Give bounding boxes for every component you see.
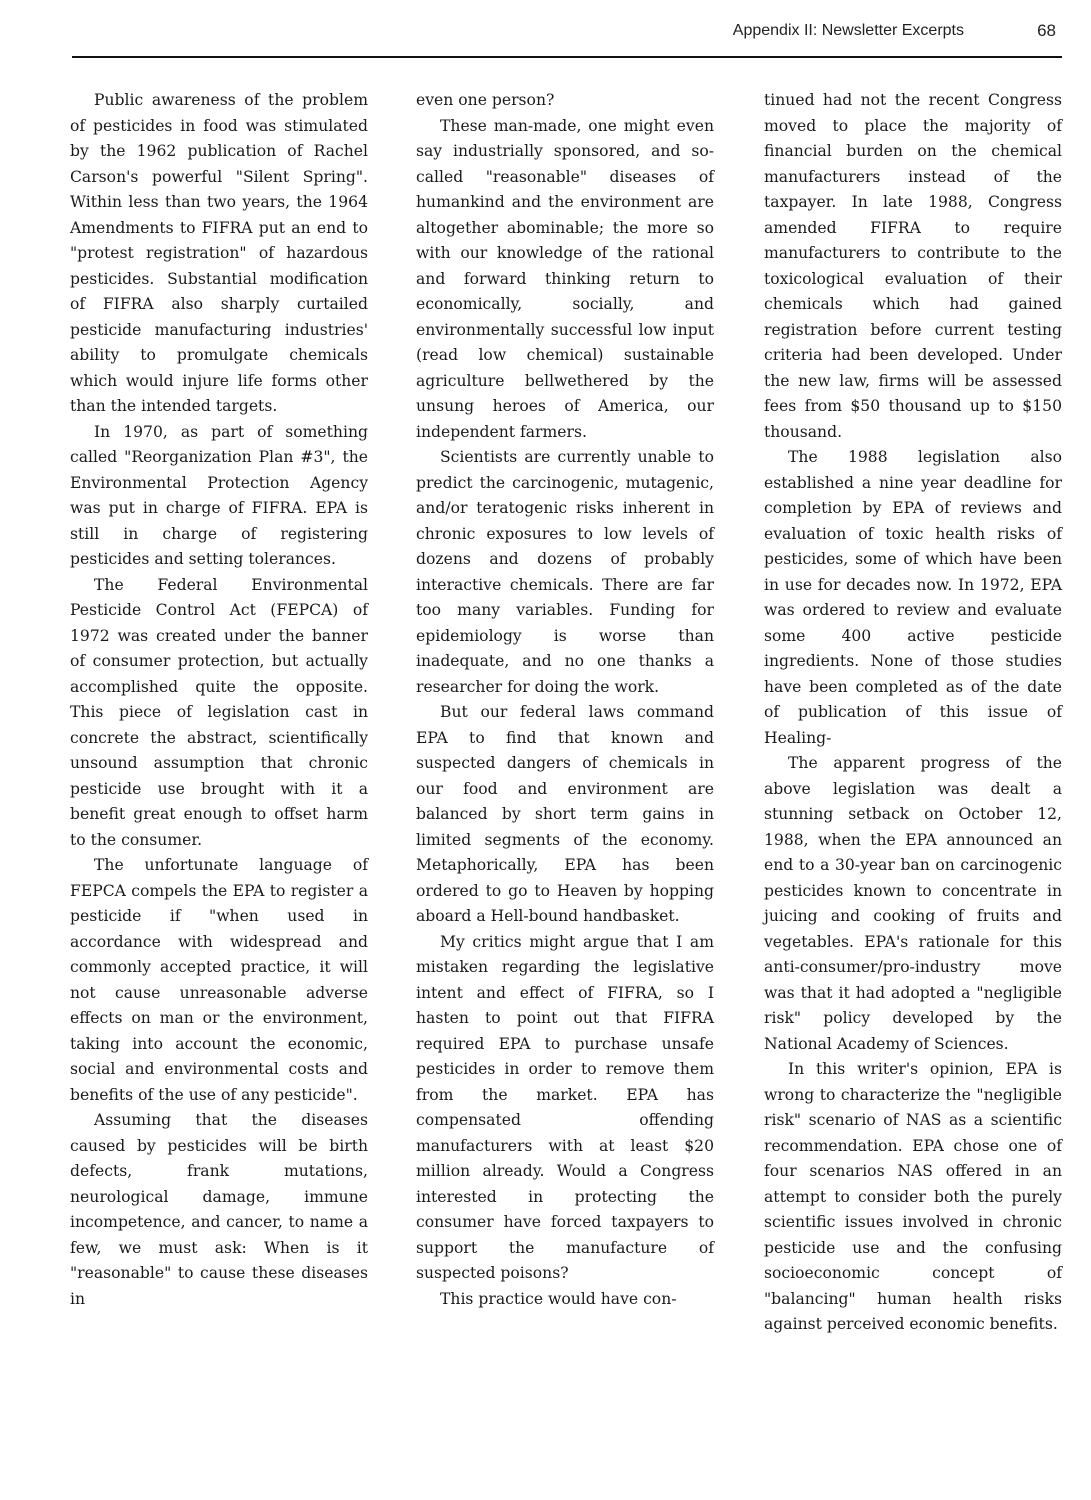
paragraph: These man-made, one might even say industrially sponsored, and so-called "reasonable" diseases of humankind and the environment are altogether abominable; the more so with our knowledge of the rational and forward thinking return to economically, socially, and environmentally successful low input (read low chemical) sustainable agriculture bellwethered by the unsung heroes of America, our independent farmers.	[416, 116, 714, 441]
paragraph: Assuming that the diseases caused by pesticides will be birth defects, frank mutations, neurological damage, immune incompetence, and cancer, to name a few, we must ask: When is it "reasonable" to cause these diseases in	[70, 1111, 368, 1308]
paragraph: But our federal laws command EPA to find that known and suspected dangers of chemicals in our food and environment are balanced by short term gains in limited segments of the economy. Metaphorically, EPA has been ordered to go to Heaven by hopping aboard a Hell-bound handbasket.	[416, 703, 714, 925]
text-column-3	[764, 88, 1062, 1338]
paragraph: The 1988 legislation also established a nine year deadline for completion by EPA of reviews and evaluation of toxic health risks of pesticides, some of which have been in use for decades now. In 1972, EPA was ordered to review and evaluate some 400 active pesticide ingredients. None of those studies have been completed as of the date of publication of this issue of Healing-	[764, 448, 1062, 747]
running-header	[72, 18, 1062, 48]
text-column-1	[70, 88, 368, 1312]
paragraph: My critics might argue that I am mistaken regarding the legislative intent and effect of FIFRA, so I hasten to point out that FIFRA required EPA to purchase unsafe pesticides in order to remove them from the market. EPA has compensated offending manufacturers with at least $20 million already. Would a Congress interested in protecting the consumer have forced taxpayers to support the manufacture of suspected poisons?	[416, 932, 714, 1282]
paragraph: Public awareness of the problem of pesticides in food was stimulated by the 1962 publication of Rachel Carson's powerful "Silent Spring". Within less than two years, the 1964 Amendments to FIFRA put an end to "protest registration" of hazardous pesticides. Substantial modification of FIFRA also sharply curtailed pesticide manufacturing industries' ability to promulgate chemicals which would injure life forms other than the intended targets.	[70, 91, 368, 415]
running-header-title: Appendix II: Newsletter Excerpts	[732, 22, 964, 39]
paragraph: The Federal Environmental Pesticide Control Act (FEPCA) of 1972 was created under the banner of consumer protection, but actually accomplished quite the opposite. This piece of legislation cast in concrete the abstract, scientifically unsound assumption that chronic pesticide use brought with it a benefit great enough to offset harm to the consumer.	[70, 575, 368, 849]
paragraph: This practice would have con-	[440, 1289, 677, 1308]
paragraph: In 1970, as part of something called "Reorganization Plan #3", the Environmental Protection Agency was put in charge of FIFRA. EPA is still in charge of registering pesticides and setting tolerances.	[70, 422, 368, 568]
text-column-2	[416, 88, 714, 1312]
paragraph-continuation: even one person?	[416, 91, 555, 109]
header-rule	[72, 56, 1062, 58]
paragraph: The unfortunate language of FEPCA compels the EPA to register a pesticide if "when used in accordance with widespread and commonly accepted practice, it will not cause unreasonable adverse effects on man or the environment, taking into account the economic, social and environmental costs and benefits of the use of any pesticide".	[70, 856, 368, 1104]
paragraph-continuation: tinued had not the recent Congress moved to place the majority of financial burden on the chemical manufacturers instead of the taxpayer. In late 1988, Congress amended FIFRA to require manufacturers to contribute to the toxicological evaluation of their chemicals which had gained registration before current testing criteria had been developed. Under the new law, firms will be assessed fees from $50 thousand up to $150 thousand.	[764, 91, 1062, 441]
paragraph: The apparent progress of the above legislation was dealt a stunning setback on October 12, 1988, when the EPA announced an end to a 30-year ban on carcinogenic pesticides known to concentrate in juicing and cooking of fruits and vegetables. EPA's rationale for this anti-consumer/pro-industry move was that it had adopted a "negligible risk" policy developed by the National Academy of Sciences.	[764, 754, 1062, 1053]
page-number: 68	[1037, 21, 1056, 40]
paragraph: Scientists are currently unable to predict the carcinogenic, mutagenic, and/or teratogenic risks inherent in chronic exposures to low levels of dozens and dozens of probably interactive chemicals. There are far too many variables. Funding for epidemiology is worse than inadequate, and no one thanks a researcher for doing the work.	[416, 448, 714, 696]
paragraph: In this writer's opinion, EPA is wrong to characterize the "negligible risk" scenario of NAS as a scientific recommendation. EPA chose one of four scenarios NAS offered in an attempt to consider both the purely scientific issues involved in chronic pesticide use and the confusing socioeconomic concept of "balancing" human health risks against perceived economic benefits.	[764, 1060, 1062, 1333]
